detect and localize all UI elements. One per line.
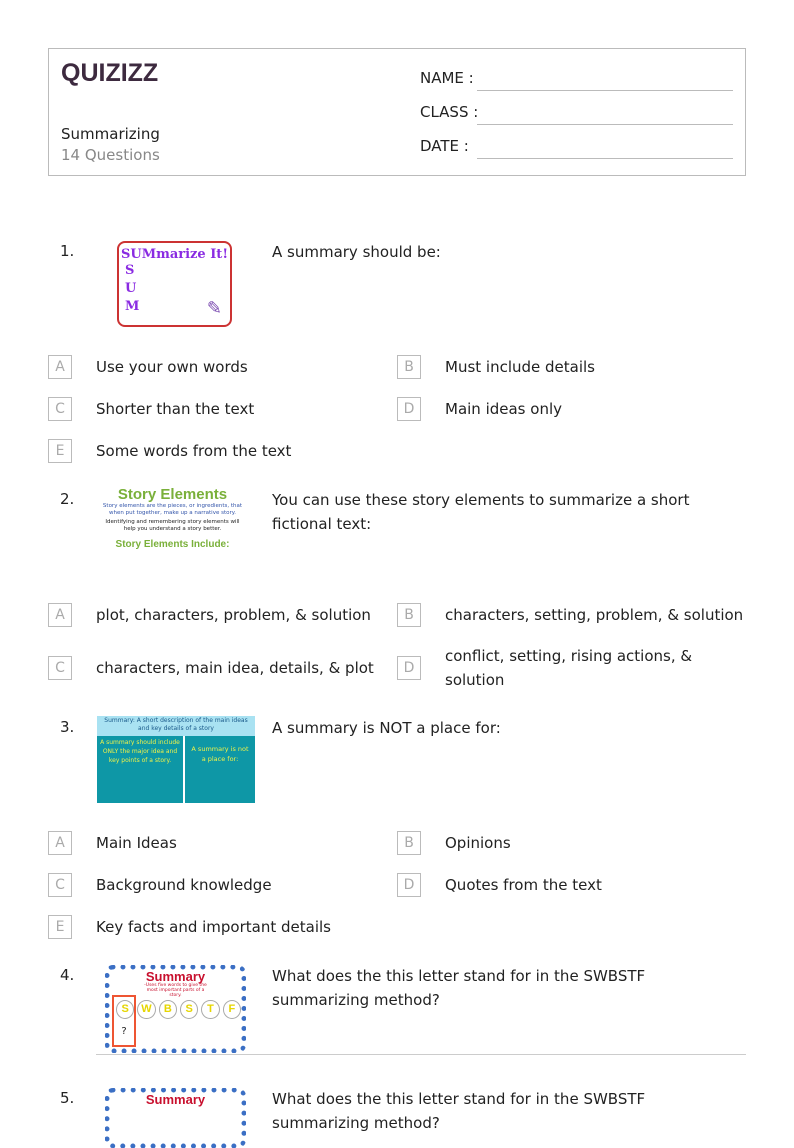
image-title: Summary xyxy=(145,1092,206,1107)
option-text: plot, characters, problem, & solution xyxy=(96,606,371,624)
option-text: Some words from the text xyxy=(96,442,292,460)
question-text: What does the this letter stand for in the SWBSTF summarizing method? xyxy=(272,1090,646,1132)
option-letter: D xyxy=(397,397,421,421)
question-image xyxy=(97,716,255,803)
option-text: Background knowledge xyxy=(96,876,272,894)
option-letter: C xyxy=(48,873,72,897)
worksheet-title: Summarizing xyxy=(61,125,160,143)
image-letter: S xyxy=(125,263,135,278)
option-letter: A xyxy=(48,831,72,855)
option-letter: A xyxy=(48,603,72,627)
class-field[interactable] xyxy=(477,123,733,125)
name-field[interactable] xyxy=(477,89,733,91)
image-letter: M xyxy=(125,299,140,314)
question-number: 3. xyxy=(60,718,75,736)
option-text: Main Ideas xyxy=(96,834,177,852)
option-letter: C xyxy=(48,397,72,421)
question-image xyxy=(100,486,245,572)
highlight-box xyxy=(112,995,136,1047)
class-label: CLASS : xyxy=(420,103,479,121)
image-title: Summary xyxy=(145,969,206,984)
option-letter: D xyxy=(397,873,421,897)
option-letter: D xyxy=(397,656,421,680)
date-field[interactable] xyxy=(477,157,733,159)
quizizz-logo: QUIZIZZ xyxy=(61,59,159,87)
question-image xyxy=(105,965,246,1053)
question-image xyxy=(117,241,232,327)
question-text: What does the this letter stand for in the SWBSTF summarizing method? xyxy=(272,967,646,1009)
option-text: characters, setting, problem, & solution xyxy=(445,606,744,624)
pencil-icon: ✎ xyxy=(206,298,222,319)
option-letter: A xyxy=(48,355,72,379)
option-letter: C xyxy=(48,656,72,680)
option-letter: E xyxy=(48,915,72,939)
question-count: 14 Questions xyxy=(61,146,160,164)
image-letter: W xyxy=(137,1000,155,1019)
image-text: ? xyxy=(121,1026,127,1037)
question-text: A summary should be: xyxy=(272,243,441,261)
image-letter: S xyxy=(116,1000,134,1019)
image-text: Story Elements Include: xyxy=(115,539,230,550)
date-label: DATE : xyxy=(420,137,469,155)
image-letter: F xyxy=(223,1000,241,1019)
option-letter: B xyxy=(397,355,421,379)
image-title: Story Elements xyxy=(117,486,228,503)
option-letter: B xyxy=(397,603,421,627)
question-number: 1. xyxy=(60,242,75,260)
image-letter: B xyxy=(159,1000,177,1019)
image-text: Story elements are the pieces, or ingredients, that when put together, make up a narrative story. xyxy=(102,503,243,516)
option-text: Key facts and important details xyxy=(96,918,331,936)
option-text: Quotes from the text xyxy=(445,876,602,894)
question-text: A summary is NOT a place for: xyxy=(272,719,501,737)
image-letter: S xyxy=(180,1000,198,1019)
answer-line xyxy=(96,1054,746,1055)
worksheet-header xyxy=(48,48,746,176)
image-text: Summary: A short description of the main ideas and key details of a story xyxy=(97,716,255,736)
image-letter: T xyxy=(201,1000,219,1019)
question-text: You can use these story elements to summarize a short fictional text: xyxy=(272,491,690,533)
image-letter: U xyxy=(125,281,137,296)
name-label: NAME : xyxy=(420,69,474,87)
option-text: Must include details xyxy=(445,358,595,376)
option-letter: E xyxy=(48,439,72,463)
question-number: 5. xyxy=(60,1089,75,1107)
question-number: 2. xyxy=(60,490,75,508)
image-text: Identifying and remembering story elements will help you understand a story better. xyxy=(105,519,240,532)
option-text: Use your own words xyxy=(96,358,248,376)
option-text: conflict, setting, rising actions, & solution xyxy=(445,647,693,689)
question-image xyxy=(105,1088,246,1148)
option-text: Opinions xyxy=(445,834,511,852)
image-title: SUMmarize It! xyxy=(120,247,229,262)
option-text: Shorter than the text xyxy=(96,400,255,418)
option-letter: B xyxy=(397,831,421,855)
image-text: A summary is not a place for: xyxy=(191,745,249,763)
image-text: -Uses five words to give the most important parts of a story. xyxy=(144,983,207,998)
option-text: Main ideas only xyxy=(445,400,562,418)
question-number: 4. xyxy=(60,966,75,984)
option-text: characters, main idea, details, & plot xyxy=(96,659,374,677)
image-text: A summary should include ONLY the major idea and key points of a story. xyxy=(100,739,180,764)
